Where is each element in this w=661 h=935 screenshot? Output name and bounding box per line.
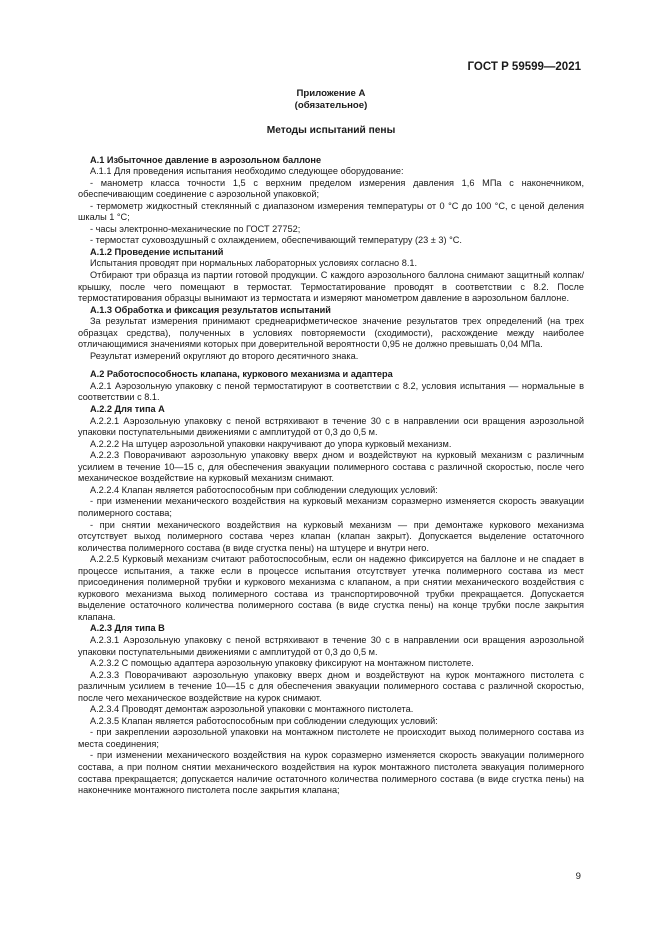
subsection-heading: А.2.3 Для типа В <box>90 623 165 634</box>
paragraph: А.2.2.4 Клапан является работоспособным при соблюдении следующих условий: <box>90 484 438 495</box>
paragraph: Отбирают три образца из партии готовой продукции. С каждого аэрозольного баллона снимают защитный колпак/крышку, после чего помещают в термостат. Термостатирование проводят в соответствии с 8.2. После термостатирования образцы вынимают из термостата и измеряют манометром давление в аэрозольном баллоне. <box>78 270 584 304</box>
paragraph: А.2.2.3 Поворачивают аэрозольную упаковку вверх дном и воздействуют на курковый механизм с различным усилием в течение 10—15 с, для обеспечения эвакуации полимерного состава с различной скоростью, после чего механическое воздействие на курковый механизм снимают. <box>78 450 584 484</box>
section-heading: А.1 Избыточное давление в аэрозольном баллоне <box>90 154 322 165</box>
paragraph: А.2.2.5 Курковый механизм считают работоспособным, если он надежно фиксируется на баллоне и не спадает в процессе испытания, а также если в процессе испытания отсутствует утечка полимерного состава из мест присоединения полимерной трубки и куркового механизма с клапаном, а при снятии механического воздействия с куркового механизма выход полимерного состава из транспортировочной трубки прекращается. Допускается выделение остаточного количества полимерного состава (в виде сгустка пены) на конце трубки после закрытия клапана. <box>78 554 584 622</box>
annex-title: Приложение А <box>296 88 366 99</box>
section-heading: А.2 Работоспособность клапана, куркового механизма и адаптера <box>90 369 393 380</box>
paragraph: А.2.2.2 На штуцер аэрозольной упаковки накручивают до упора курковый механизм. <box>90 438 452 449</box>
paragraph: А.2.3.1 Аэрозольную упаковку с пеной встряхивают в течение 30 с в направлении оси вращения аэрозольной упаковки поступательными движениями с амплитудой от 0,3 до 0,5 м. <box>78 634 584 657</box>
standard-id: ГОСТ Р 59599—2021 <box>467 61 581 73</box>
paragraph: А.2.1 Аэрозольную упаковку с пеной термостатируют в соответствии с 8.2, условия испытания — нормальные в соответствии с 8.1. <box>78 380 584 403</box>
paragraph: А.2.3.3 Поворачивают аэрозольную упаковку вверх дном и воздействуют на курок монтажного пистолета с различным усилием в течение 10—15 с для обеспечения эвакуации полимерного состава с различной скоростью, после чего механическое воздействие на курок снимают. <box>78 669 584 703</box>
paragraph: Испытания проводят при нормальных лабораторных условиях согласно 8.1. <box>90 258 418 269</box>
paragraph: А.2.2.1 Аэрозольную упаковку с пеной встряхивают в течение 30 с в направлении оси вращения аэрозольной упаковки поступательными движениями с амплитудой от 0,3 до 0,5 м. <box>78 415 584 438</box>
list-item: - при закреплении аэрозольной упаковки на монтажном пистолете не происходит выход полимерного состава из места соединения; <box>78 727 584 749</box>
paragraph: Результат измерений округляют до второго десятичного знака. <box>90 350 359 361</box>
page-number: 9 <box>575 871 581 882</box>
list-item: - термометр жидкостный стеклянный с диапазоном измерения температуры от 0 °С до 100 °С, с ценой деления шкалы 1 °С; <box>78 200 584 223</box>
list-item: - часы электронно-механические по ГОСТ 27752; <box>90 223 301 234</box>
paragraph: За результат измерения принимают среднеарифметическое значение результатов трех определений (на трех образцах средства), полученных в условиях повторяемости (сходимости), расхождение между наиболее отличающимися значениями которых при доверительной вероятности 0,95 не должно превышать 0,04 МПа. <box>78 316 584 350</box>
annex-heading: Методы испытаний пены <box>266 125 396 136</box>
paragraph: А.2.3.4 Проводят демонтаж аэрозольной упаковки с монтажного пистолета. <box>90 704 414 715</box>
paragraph: А.2.3.5 Клапан является работоспособным при соблюдении следующих условий: <box>90 715 438 726</box>
subsection-heading: А.1.2 Проведение испытаний <box>90 246 224 257</box>
paragraph: А.2.3.2 С помощью адаптера аэрозольную упаковку фиксируют на монтажном пистолете. <box>90 658 474 669</box>
list-item: - при изменении механического воздействия на курок соразмерно изменяется скорость эвакуации полимерного состава, а при полном снятии механического воздействия на курок монтажного пистолета эвакуация полимерного состава прекращается; допускается наличие остаточного количества полимерного состава (в виде сгустка пены) на наконечнике монтажного пистолета после закрытия клапана; <box>78 750 584 796</box>
paragraph: А.1.1 Для проведения испытания необходимо следующее оборудование: <box>90 166 404 177</box>
subsection-heading: А.1.3 Обработка и фиксация результатов испытаний <box>90 304 331 315</box>
list-item: - манометр класса точности 1,5 с верхним пределом измерения давления 1,6 МПа с наконечником, обеспечивающим соединение с аэрозольной упаковкой; <box>78 177 584 200</box>
subsection-heading: А.2.2 Для типа А <box>90 404 165 415</box>
document-body <box>78 88 584 797</box>
annex-subtitle: (обязательное) <box>294 100 368 111</box>
list-item: - при снятии механического воздействия на курковый механизм — при демонтаже куркового механизма отсутствует выход полимерного состава через клапан (клапан закрыт). Допускается выделение остаточного количества полимерного состава (в виде сгустка пены) на штуцере и внутри него. <box>78 519 584 553</box>
list-item: - термостат суховоздушный с охлаждением, обеспечивающий температуру (23 ± 3) °С. <box>90 235 462 246</box>
list-item: - при изменении механического воздействия на курковый механизм соразмерно изменяется скорость эвакуации полимерного состава; <box>78 496 584 518</box>
